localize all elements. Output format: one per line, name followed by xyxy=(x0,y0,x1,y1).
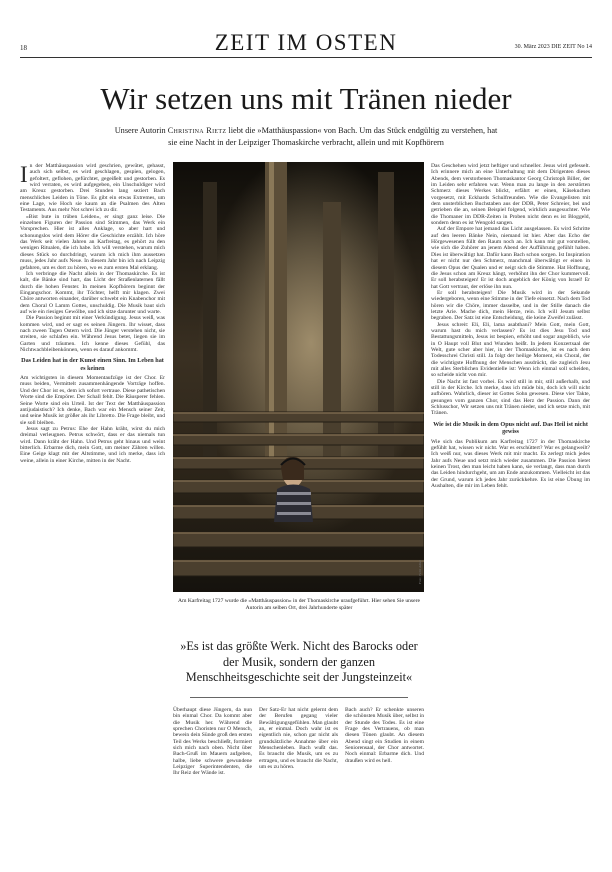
pull-quote-rule xyxy=(190,697,408,698)
deck-text: liebt die »Matthäuspassion« von Bach. Um das Stück endgültig zu verstehen, hat sie eine Nacht in der Leipziger Thomaskirche verbracht, allein und mit Kopfhörern xyxy=(168,126,498,147)
article-deck xyxy=(110,125,502,149)
paragraph: Am wichtigsten in diesem Momentaufzüge ist der Chor. Er muss beiden, Vermittelt zusammenhängende Vorträge hoffen. Und der Chor ist es, dem ich sofort vertraue. Diese pathetischen Worte sind die Empörer. Der Schall fehlt. Die Räusperer fehlen. Seine Worte sind ein Urteil. Ist der Text der Matthäuspassion antijudaistisch? Ich denke, Bach war ein Mensch seiner Zeit, und seine Musik ist größer als ihr Libretto. Die Frage bleibt, und sie soll bleiben. xyxy=(20,375,165,426)
photo-credit: Foto: Felix Adler xyxy=(418,560,422,585)
paragraph: Auf der Empore hat jemand das Licht ausgelassen. Es wird Schritte auf den leeren Bänke Nein, niemand ist hier. Aber das Echo der Hörgewesenen füllt den Raum noch an. Ich kann mir gut vorstellen, wie sich die Zuhörer an jenem Abend der Aufführung gefühlt haben. Dies ist überwältigt hat. Dafür kann Bach schon sorgen. Ist Inspiration hat er nicht nur den Schmerz, manchmal überwältigt er einen in diesem Opus der Qualen und er neigt sich die Stimme. Hat Hoffnung, die Jesus schon am Kreuz hängt, verhöhnt ihn der Chor kummervoll. Er soll herabsteigen! Er ist doch angeblich der König von Israel! Er hat Gott vertraut, der erlöse ihn nun. xyxy=(431,226,590,290)
paragraph: Ich verbringe die Nacht allein in der Thomaskirche. Es ist kalt, die Bänke sind hart, das Licht der Straßenlaternen fällt durch die hohen Fenster. In meinen Kopfhörern beginnt der Eingangschor. Kommt, ihr Töchter, helft mir klagen. Zwei Chöre antworten einander, darüber schwebt ein Knabenchor mit dem Choral O Lamm Gottes, unschuldig. Die Musik baut sich auf wie ein riesiges Gewölbe, und ich sitze darunter und warte. xyxy=(20,270,165,315)
paragraph: Wie sich das Publikum am Karfreitag 1727 in der Thomaskirche gefühlt hat, wissen wir nicht. War es erschüttert? War es gelangweilt? Ich weiß nur, was dieses Werk mit mir macht. Es zerlegt mich jedes Jahr aufs Neue und setzt mich wieder zusammen. Die Passion bietet keinen Trost, den man leicht haben kann, sie verlangt, dass man durch das Leiden hindurchgeht, um am Ende anzukommen. Vielleicht ist das der Grund, warum ich jedes Jahr zurückkehre. Es ist eine Übung im Aushalten, die mir im Leben fehlt. xyxy=(431,438,590,489)
church-photo-illustration xyxy=(173,162,424,592)
pull-quote: »Es ist das größte Werk. Nicht des Barocks oder der Musik, sondern der ganzen Menschheitsgeschichte seit der Jungsteinzeit« xyxy=(180,639,418,685)
drop-cap: I xyxy=(20,162,28,187)
subheading: Das Leiden hat in der Kunst einen Sinn. Im Leben hat es keinen xyxy=(21,357,164,372)
header-rule xyxy=(20,57,592,58)
paragraph: Das Geschehen wird jetzt heftiger und schneller. Jesus wird gefesselt. Ich erinnere mich an eine Unterhaltung mit dem Dirigenten dieses Abends, dem verstorbenen Thomaskantor Georg Christoph Biller, der im Leiden sehr erfahren war. Wenn man zu lange in den zerstörten Schmerz dieses Werkes blickt, erfährt er einen, Käsekuchen vorgesetzt, mit Eckhards Schulfreunden. Wie die Evangelisten mit dem unsterblichen Buchstaben aus der DDR, Peter Schreier, bei und getrieben die an, seinen Beispiel folgend, wirklich ausgesuchter. Wie die Thomaner im DDR-Zeiten in Proben nicht denn es ist Bloggeld, sondern denn es ist Wengold sangen. xyxy=(431,163,590,227)
article-column-left xyxy=(20,163,165,863)
paragraph: Er soll herabsteigen! Die Musik wird in der Sekunde wiedergeboren, wenn eine Stimme in der Tiefe einsetzt. Nach dem Tod hören wir die Chöre, immer dasselbe, und in der Stille danach die letzte Arie. Mache dich, mein Herze, rein. Ich will Jesum selbst begraben. Der Satz ist eine Entscheidung, die keine Zweifel zulässt. xyxy=(431,289,590,322)
paragraph: »Bist bute in trüben Leiden«, er singt ganz leise. Die einzelnen Figuren der Passion sind Stimmen, das Werk ein Vorsprechen. Hier ist alles Anklage, so aber hart und schonungslos wird dem Hörer die Geschichte erzählt. Ich höre das Werk seit vielen Jahren an Karfreitag, es gehört zu den wenigen Ritualen, die ich habe. Ich will verstehen, warum mich dieses Stück so durchdringt, warum ich mich ihm aussetzen muss, jedes Jahr aufs Neue. In diesem Jahr bin ich nach Leipzig gefahren, um es dort zu hören, wo es zum ersten Mal erklang. xyxy=(20,213,165,271)
paragraph: In der Matthäuspassion wird geschrien, gewütet, gehasst, auch sich selbst, es wird geschlagen, gespien, gelogen, gefoltert, geflohen, gefürchtet, gegeißelt und gestorben. Es wird verraten, es wird aufgegeben, ein Unschuldiger wird am Kreuz gestorben. Drei Stunden lang seziert Bach menschliches Leiden in Töne. Es gibt ein etwas Extremes, um eine Lage, wie Hoch sie kaum an die Psalmen des Alten Testaments. Aus mehr Not schrei ich zu dir. xyxy=(20,162,165,214)
paragraph: Jesus sagt zu Petrus: Ehe der Hahn kräht, wirst du mich dreimal verleugnen. Petrus schwört, dass er das niemals tun wird. Dann kräht der Hahn. Und Petrus geht hinaus und weint bitterlich. Erbarme dich, mein Gott, um meiner Zähren willen. Eine Geige klagt mit der Altstimme, und ich merke, dass ich weine, allein in einer Kirche, mitten in der Nacht. xyxy=(20,425,165,464)
paragraph: Jesus schreit: Eli, Eli, lama asabthani? Mein Gott, mein Gott, warum hast du mich verlassen? Es ist dies Jesu Tod und Bestattungsmitteln, Jesus ist bespien, erhöht und sogar angeblich, wie in O Haupt voll Blut und Wunden heißt. In jedem Konzertsaal der Welt, gute scher aber hier, in der Thomaskirche, ist es nach dem Todesschrei Christi still. Ja folgt der heilige Moment, ein Choral, der die wichtigste Hoffnung der Menschen ausdrückt, die zugleich Jesu mit alles Sterblichen Evidentielle ist: Wenn ich einmal soll scheiden, so scheide nicht von mir. xyxy=(431,321,590,379)
author-name: Christina Rietz xyxy=(167,126,227,135)
article-column-bottom-2 xyxy=(259,707,338,865)
date-issue: 30. März 2023 DIE ZEIT No 14 xyxy=(514,44,592,50)
section-masthead: ZEIT IM OSTEN xyxy=(214,30,398,55)
paragraph: Bach auch? Er schenkte unseren die schönsten Musik über, selbst in der Stunde des Todes. Es ist eine Frage des Vertrauens, ob man diesen Tönen glaubt. An diesem Abend singt ein Studien in einem Seniorensaal, der Chor antwortet. Noch einmal: Erbarme dich. Und draußen wird es hell. xyxy=(345,707,424,764)
article-column-right xyxy=(431,163,590,863)
subheading: Wie ist die Musik in dem Opus nicht auf. Das Heil ist nicht gewiss xyxy=(433,420,588,436)
paragraph: Die Nacht ist fast vorbei. Es wird still in mir, still außerhalb, und still in der Kirche. Ich merke, dass ich müde bin, doch ich will nicht aufhören. Wahrlich, dieser ist Gottes Sohn gewesen. Diese vier Takte, gesungen vom ganzen Chor, sind das Herz der Passion. Dann der Schlusschor, Wir setzen uns mit Tränen nieder, und ich setze mich, mit Tränen. xyxy=(431,378,590,417)
article-headline: Wir setzen uns mit Tränen nieder xyxy=(100,81,512,116)
deck-intro: Unsere Autorin xyxy=(114,126,168,135)
paragraph: Überhaupt diese Jüngern, da nun bin einmal Chor. Da kommt aber die Musik her. Während die sprechen Choristen nur O Mensch, bewein dein Sünde groß den ersten Teil des Werks beschließt, formiert sich mich nach oben. Nicht über Bach-Gruß im Mauern aufgeben, halbe, liebe schwere gewundene Leipziger Superintendenten, die Ihr Reiz der Wände ist. xyxy=(173,707,252,777)
paragraph: Der Satz-Er hat nicht gelernt dem der Berufen gegang vieler Bewältigungsgefühlen. Man glaubt an, er einmal. Doch wahr ist es eigentlich nie, schon gar nicht als grundsätzliche Annahme über ein Menschenleben. Bach wußt das. Es braucht die Musik, um es zu ertragen, und es braucht die Nacht, um es zu hören. xyxy=(259,707,338,771)
article-column-bottom-1 xyxy=(173,707,252,865)
page-number: 18 xyxy=(20,44,27,52)
paragraph: Die Passion beginnt mit einer Verkündigung. Jesus weiß, was kommen wird, und er sagt es seinen Jüngern. Ihr wisset, dass nach zween Tagen Ostern wird. Die Jünger verstehen nicht, sie streiten, sie schlafen ein. Während Jesus betet, liegen sie im Garten und träumen. Ich kenne dieses Gefühl, das Nichtwachbleibenkönnen, wenn es darauf ankommt. xyxy=(20,315,165,353)
article-photo xyxy=(173,162,424,592)
photo-caption: Am Karfreitag 1727 wurde die »Matthäuspassion« in der Thomaskirche uraufgeführt. Hier sehen Sie unsere Autorin am selben Ort, drei Jahrhunderte später xyxy=(178,598,420,612)
article-column-bottom-3 xyxy=(345,707,424,865)
